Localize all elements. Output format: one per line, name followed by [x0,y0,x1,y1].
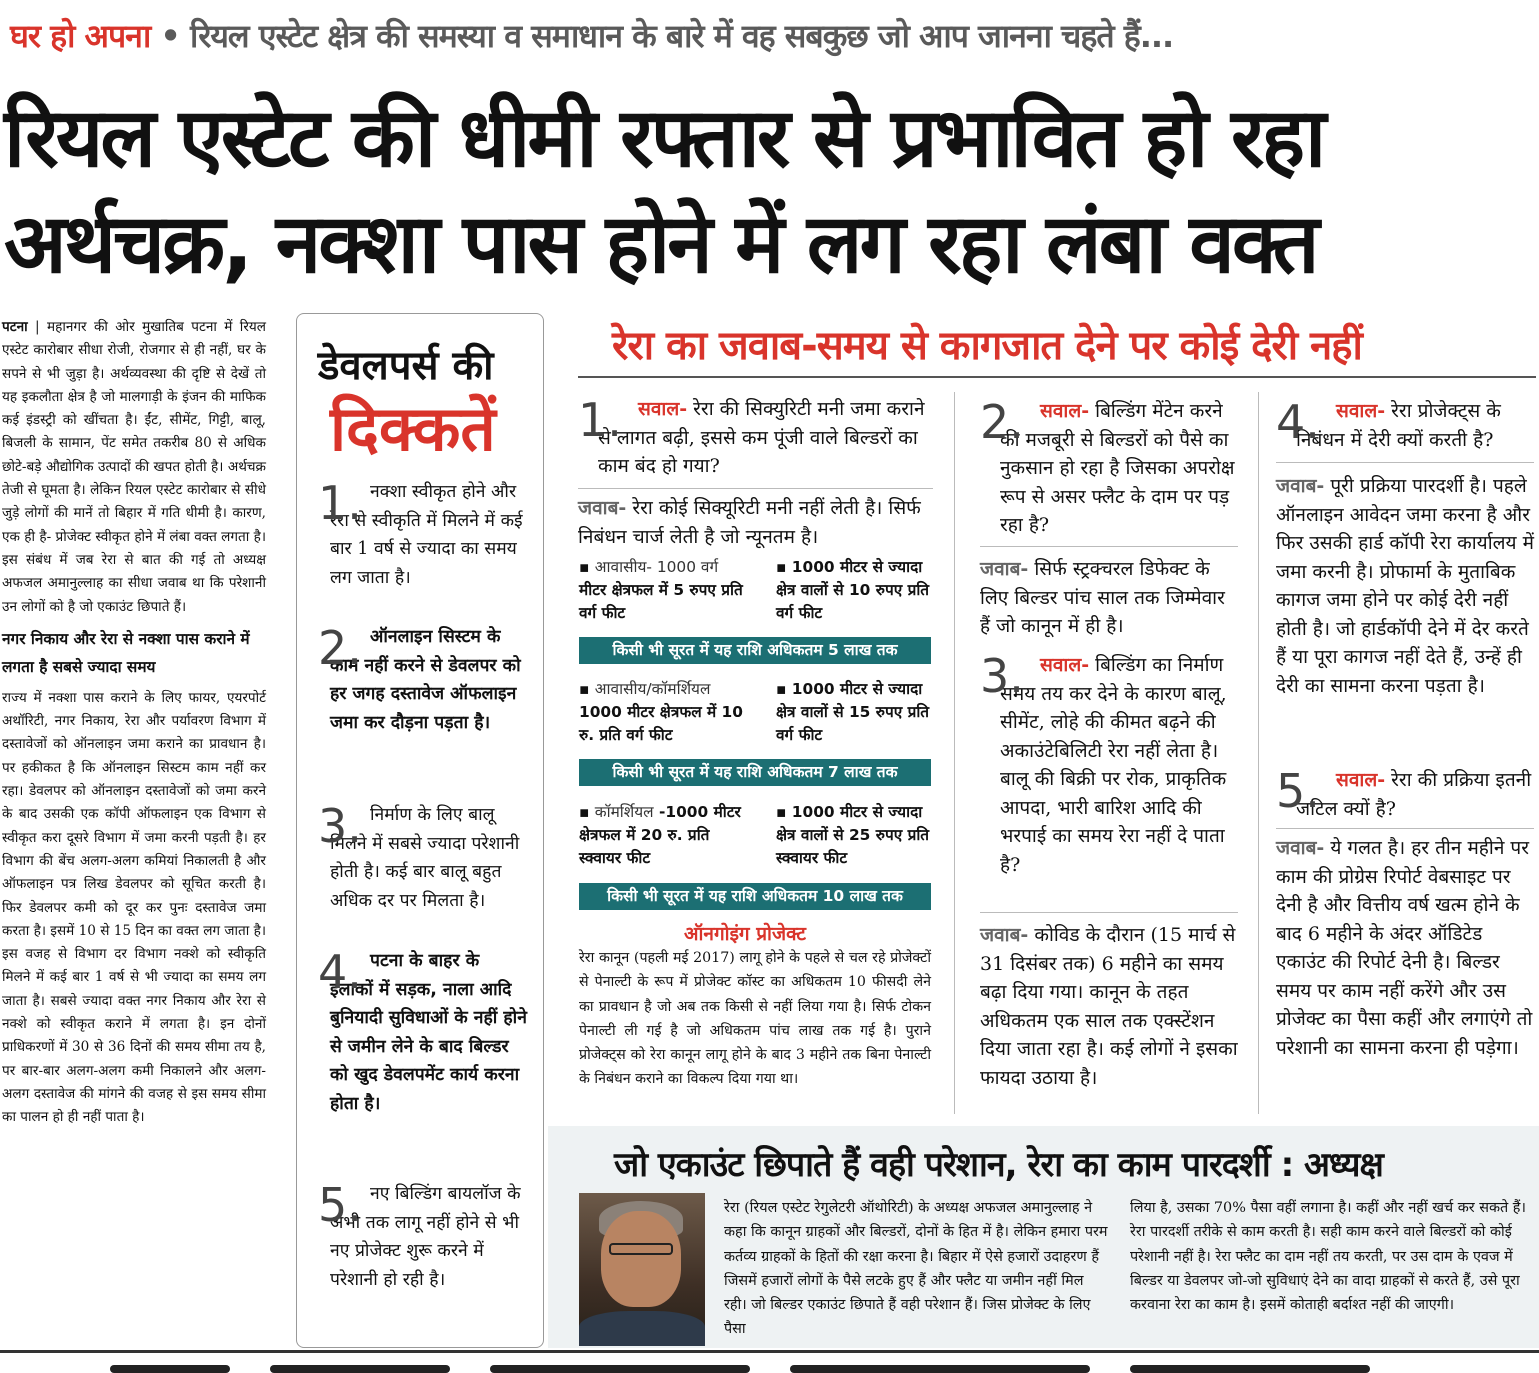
point-text: पटना के बाहर के इलाकों में सड़क, नाला आदि बुनियादी सुविधाओं के नहीं होने से जमीन लेने के बाद बिल्डर को खुद डेवलपमेंट कार्य करना होता है। [330,951,527,1114]
cutoff-glyphs [110,1365,230,1373]
developer-point-1 [318,478,528,592]
fee-mixed-large: ▪ 1000 मीटर से ज्यादा क्षेत्र वालों से 15 रुपए प्रति वर्ग फीट [776,680,930,744]
question-label: सवाल- [1336,769,1386,791]
fee-category: आवासीय- 1000 वर्ग [594,558,719,576]
question-number: 3. [980,649,1024,703]
fee-residential-large: ▪ 1000 मीटर से ज्यादा क्षेत्र वालों से 10 रुपए प्रति वर्ग फीट [776,558,930,622]
point-number: 4. [318,945,362,999]
question-body: रेरा की सिक्युरिटी मनी जमा कराने से लागत बढ़ी, इससे कम पूंजी वाले बिल्डरों का काम बंद हो गया? [598,398,925,477]
cutoff-glyphs [1130,1365,1370,1373]
photo-suit [579,1311,705,1346]
main-headline [4,86,1534,298]
series-name: घर हो अपना [10,17,151,55]
question-body: बिल्डिंग मेंटेन करने की मजबूरी से बिल्डरों को पैसे का नुकसान हो रहा है जिसका अपरोक्ष रूप से असर फ्लैट के दाम पर पड़ रहा है? [1000,400,1235,536]
point-text: नक्शा स्वीकृत होने और रेरा से स्वीकृति में मिलने में कई बार 1 वर्ष से ज्यादा का समय लग जाता है। [330,482,523,588]
fee-category: कॉमर्शियल [594,803,654,821]
question-4 [1276,397,1538,454]
headline-line-2: अर्थचक्र, नक्शा पास होने में लग रहा लंबा वक्त [4,197,1317,292]
answer-label: जवाब- [578,497,627,519]
lead-story [2,316,266,1130]
answer-4 [1276,472,1536,700]
fee-residential-small: ▪ आवासीय- 1000 वर्ग मीटर क्षेत्रफल में 5 रुपए प्रति वर्ग फीट [579,558,743,622]
answer-1 [578,494,933,551]
column-divider [954,392,955,1114]
question-text [578,395,933,481]
point-number: 1. [318,476,362,530]
answer-3 [980,921,1238,1092]
question-number: 1. [578,393,622,447]
headline-line-1: रियल एस्टेट की धीमी रफ्तार से प्रभावित हो रहा [4,91,1324,186]
qa-divider [1276,462,1534,463]
question-number: 5. [1276,764,1320,818]
question-5 [1276,766,1538,823]
question-3 [980,651,1242,879]
next-article-cutoff [110,1357,1530,1373]
question-1 [578,395,933,481]
answer-body: कोविड के दौरान (15 मार्च से 31 दिसंबर तक) 6 महीने का समय बढ़ा दिया गया। कानून के तहत अधिकतम एक साल तक एक्स्टेंशन दिया जाता रहा है। कई लोगों ने इसका फायदा उठाया है। [980,924,1238,1089]
question-body: रेरा प्रोजेक्ट्स के निबंधन में देरी क्यों करती है? [1296,400,1501,451]
point-text: ऑनलाइन सिस्टम के काम नहीं करने से डेवलपर को हर जगह दस्तावेज ऑफलाइन जमा कर दौड़ना पड़ता है। [330,627,521,733]
answer-2 [980,555,1238,641]
developers-box-title-highlight: दिक्कतें [330,392,496,465]
fee-cap-band: किसी भी सूरत में यह राशि अधिकतम 5 लाख तक [579,637,931,664]
kicker-separator: • [160,17,180,55]
photo-glasses [609,1243,673,1255]
developers-box-title: डेवलपर्स की [318,343,494,389]
fee-cap-band: किसी भी सूरत में यह राशि अधिकतम 7 लाख तक [579,759,931,786]
fee-rate: 1000 मीटर से ज्यादा क्षेत्र वालों से 15 रुपए प्रति वर्ग फीट [776,680,930,744]
answer-label: जवाब- [1276,837,1325,859]
page-bottom-rule [0,1350,1539,1353]
fee-rate: मीटर क्षेत्रफल में 5 रुपए प्रति वर्ग फीट [579,581,743,622]
answer-label: जवाब- [980,558,1029,580]
lead-paragraph-2: राज्य में नक्शा पास कराने के लिए फायर, एयरपोर्ट अथॉरिटी, नगर निकाय, रेरा और पर्यावरण विभाग में दस्तावेजों को ऑनलाइन जमा कराने का प्रावधान है। पर हकीकत है कि ऑनलाइन सिस्टम काम नहीं कर रहा। डेवलपर को ऑनलाइन दस्तावेजों को जमा करने के बाद उसकी एक कॉपी ऑफलाइन एक विभाग से स्वीकृत करा दूसरे विभाग में जमा करनी पड़ती है। हर विभाग की बेंच अलग-अलग कमियां निकालती है और ऑफलाइन पत्र लिख डेवलपर को सूचित करती है। फिर डेवलपर कमी को दूर कर पुनः दस्तावेज जमा करता है। इसमें 10 से 15 दिन का वक्त लग जाता है। इस वजह से विभाग दर विभाग नक्शे को स्वीकृति मिलने में कई बार 1 वर्ष से भी ज्यादा का समय लग जाता है। सबसे ज्यादा वक्त नगर निकाय और रेरा से नक्शे को स्वीकृत कराने में लगता है। इन दोनों प्राधिकरणों में 30 से 36 दिनों की समय सीमा तय है, पर बार-बार अलग-अलग कमी निकालने और अलग-अलग दस्तावेज की मांगने की वजह से इस समय सीमा का पालन हो ही नहीं पाता है। [2,689,266,1126]
qa-divider [980,546,1238,547]
point-text: नए बिल्डिंग बायलॉज के अभी तक लागू नहीं होने से भी नए प्रोजेक्ट शुरू करने में परेशानी हो रही है। [330,1184,521,1290]
dateline: पटना [2,319,28,335]
lead-paragraph-1 [2,316,266,619]
qa-divider [578,488,933,489]
question-body: बिल्डिंग का निर्माण समय तय कर देने के कारण बालू, सीमेंट, लोहे की कीमत बढ़ने की अकाउंटेबिलिटी रेरा नहीं लेता है। बालू की बिक्री पर रोक, प्राकृतिक आपदा, भारी बारिश आदि की भरपाई का समय रेरा नहीं दे पाता है? [1000,654,1227,876]
question-label: सवाल- [1040,400,1090,422]
question-number: 2. [980,395,1024,449]
kicker-line [10,14,1173,57]
column-divider [1258,392,1259,1114]
chairman-text-right: लिया है, उसका 70% पैसा वहीं लगाना है। कहीं और नहीं खर्च कर सकते हैं। रेरा पारदर्शी तरीके से काम करती है। सही काम करने वाले बिल्डरों को कोई परेशानी नहीं है। रेरा फ्लैट का दाम नहीं तय करती, पर उस दाम के एवज में बिल्डर या डेवलपर जो-जो सुविधाएं देने का वादा ग्राहकों से करते हैं, उसे पूरा करवाना रेरा का काम है। इसमें कोताही बर्दाश्त नहीं की जाएगी। [1130,1200,1526,1314]
fee-rate: 1000 मीटर से ज्यादा क्षेत्र वालों से 25 रुपए प्रति स्क्वायर फीट [776,803,930,867]
point-number: 2. [318,621,362,675]
answer-label: जवाब- [980,924,1029,946]
photo-face [601,1211,681,1307]
point-number: 3. [318,799,362,853]
fee-mixed-small: ▪ आवासीय/कॉमर्शियल 1000 मीटर क्षेत्रफल में 10 रु. प्रति वर्ग फीट [579,680,743,744]
qa-divider [980,912,1238,913]
cutoff-glyphs [490,1365,750,1373]
developer-point-5 [318,1180,528,1294]
fee-rate: 1000 मीटर से ज्यादा क्षेत्र वालों से 10 रुपए प्रति वर्ग फीट [776,558,930,622]
answer-body: सिर्फ स्ट्रक्चरल डिफेक्ट के लिए बिल्डर पांच साल तक जिम्मेवार हैं जो कानून में ही है। [980,558,1225,637]
lead-text-1: महानगर की ओर मुखातिब पटना में रियल एस्टेट कारोबार सीधा रोजी, रोजगार से ही नहीं, घर के सपने से भी जुड़ा है। अर्थव्यवस्था की दृष्टि से देखें तो यह इकलौता क्षेत्र है जो मालगाड़ी के इंजन की माफिक कई इंडस्ट्री को खींचता है। ईंट, सीमेंट, गिट्टी, बालू, बिजली के सामान, पेंट समेत तकरीब 80 से अधिक छोटे-बड़े औद्योगिक उत्पादों की खपत होती है। अर्थचक्र तेजी से घूमता है। लेकिन रियल एस्टेट कारोबार से सीधे जुड़े लोगों की मानें तो बिहार में गति धीमी है। कारण, एक ही है- प्रोजेक्ट स्वीकृत होने में लंबा वक्त लगता है। इस संबंध में जब रेरा से बात की गई तो अध्यक्ष अफजल अमानुल्लाह का सीधा जवाब था कि परेशानी उन लोगों को है जो एकाउंट छिपाते हैं। [2,319,266,615]
question-label: सवाल- [1336,400,1386,422]
question-body: रेरा की प्रक्रिया इतनी जटिल क्यों है? [1296,769,1532,820]
point-number: 5. [318,1178,362,1232]
question-number: 4. [1276,395,1320,449]
chairman-photo [579,1193,705,1346]
section-rule [578,376,1536,378]
fee-commercial-large: ▪ 1000 मीटर से ज्यादा क्षेत्र वालों से 25 रुपए प्रति स्क्वायर फीट [776,803,930,867]
chairman-text-left: रेरा (रियल एस्टेट रेगुलेटरी ऑथोरिटी) के अध्यक्ष अफजल अमानुल्लाह ने कहा कि कानून ग्राहकों और बिल्डरों, दोनों के हित में है। लेकिन हमारा परम कर्तव्य ग्राहकों के हितों की रक्षा करना है। बिहार में ऐसे हजारों उदाहरण हैं जिसमें हजारों लोगों के पैसे लटके हुए हैं और फ्लैट या जमीन नहीं मिल रही। जो बिल्डर एकाउंट छिपाते हैं वही परेशान हैं। जिस प्रोजेक्ट के लिए पैसा [724,1200,1108,1338]
fee-category: आवासीय/कॉमर्शियल [594,680,711,698]
dateline-separator: | [27,319,47,335]
lead-subhead: नगर निकाय और रेरा से नक्शा पास कराने में लगता है सबसे ज्यादा समय [2,629,250,676]
ongoing-projects-text: रेरा कानून (पहली मई 2017) लागू होने के पहले से चल रहे प्रोजेक्टों से पेनाल्टी के रूप में प्रोजेक्ट कॉस्ट का अधिकतम 10 फीसदी लेने का प्रावधान है जो अब तक किसी से नहीं लिया गया है। सिर्फ टोकन पेनाल्टी ली गई है जो अधिकतम पांच लाख तक गई है। पुराने प्रोजेक्ट्स को रेरा कानून लागू होने के बाद 3 महीने तक बिना पेनाल्टी के निबंधन कराने का विकल्प दिया गया था। [579,950,931,1088]
question-2 [980,397,1242,540]
answer-body: पूरी प्रक्रिया पारदर्शी है। पहले ऑनलाइन आवेदन जमा करना है और फिर उसकी हार्ड कॉपी रेरा कार्यालय में जमा करनी है। प्रोफार्मा के मुताबिक कागज जमा होने पर कोई देरी नहीं होती है। जो हार्डकॉपी देने में देर करते हैं या पूरा कागज नहीं देते हैं, उन्हें ही देरी का सामना करना पड़ता है। [1276,475,1534,697]
cutoff-glyphs [270,1365,450,1373]
answer-5 [1276,834,1536,1062]
developer-point-2 [318,623,528,737]
fee-rate: 1000 मीटर क्षेत्रफल में 10 रु. प्रति वर्ग फीट [579,703,743,744]
answer-body: रेरा कोई सिक्यूरिटी मनी नहीं लेती है। सिर्फ निबंधन चार्ज लेती है जो न्यूनतम है। [578,497,921,548]
rera-section-title: रेरा का जवाब-समय से कागजात देने पर कोई देरी नहीं [612,323,1362,369]
ongoing-projects-title: ऑनगोइंग प्रोजेक्ट [684,923,807,945]
developer-point-3 [318,801,528,915]
answer-body: ये गलत है। हर तीन महीने पर काम की प्रोग्रेस रिपोर्ट वेबसाइट पर देनी है और वित्तीय वर्ष खत्म होने के बाद 6 महीने के अंदर ऑडिटेड एकाउंट की रिपोर्ट देनी है। बिल्डर समय पर काम नहीं करेंगे और उस प्रोजेक्ट का पैसा कहीं और लगाएंगे तो परेशानी का सामना करना ही पड़ेगा। [1276,837,1533,1059]
point-text: निर्माण के लिए बालू मिलने में सबसे ज्यादा परेशानी होती है। कई बार बालू बहुत अधिक दर पर मिलता है। [330,805,520,911]
fee-cap-band: किसी भी सूरत में यह राशि अधिकतम 10 लाख तक [579,883,931,910]
question-label: सवाल- [638,398,688,420]
kicker-tagline: रियल एस्टेट क्षेत्र की समस्या व समाधान के बारे में वह सबकुछ जो आप जानना चहते हैं... [189,17,1174,55]
chairman-panel-title: जो एकाउंट छिपाते हैं वही परेशान, रेरा का काम पारदर्शी : अध्यक्ष [614,1145,1383,1185]
fee-rate: -1000 मीटर क्षेत्रफल में 20 रु. प्रति स्क्वायर फीट [579,803,741,867]
question-label: सवाल- [1040,654,1090,676]
developer-point-4 [318,947,528,1118]
qa-divider [1276,828,1534,829]
answer-label: जवाब- [1276,475,1325,497]
cutoff-glyphs [790,1365,1090,1373]
fee-commercial-small: ▪ कॉमर्शियल -1000 मीटर क्षेत्रफल में 20 रु. प्रति स्क्वायर फीट [579,803,741,867]
